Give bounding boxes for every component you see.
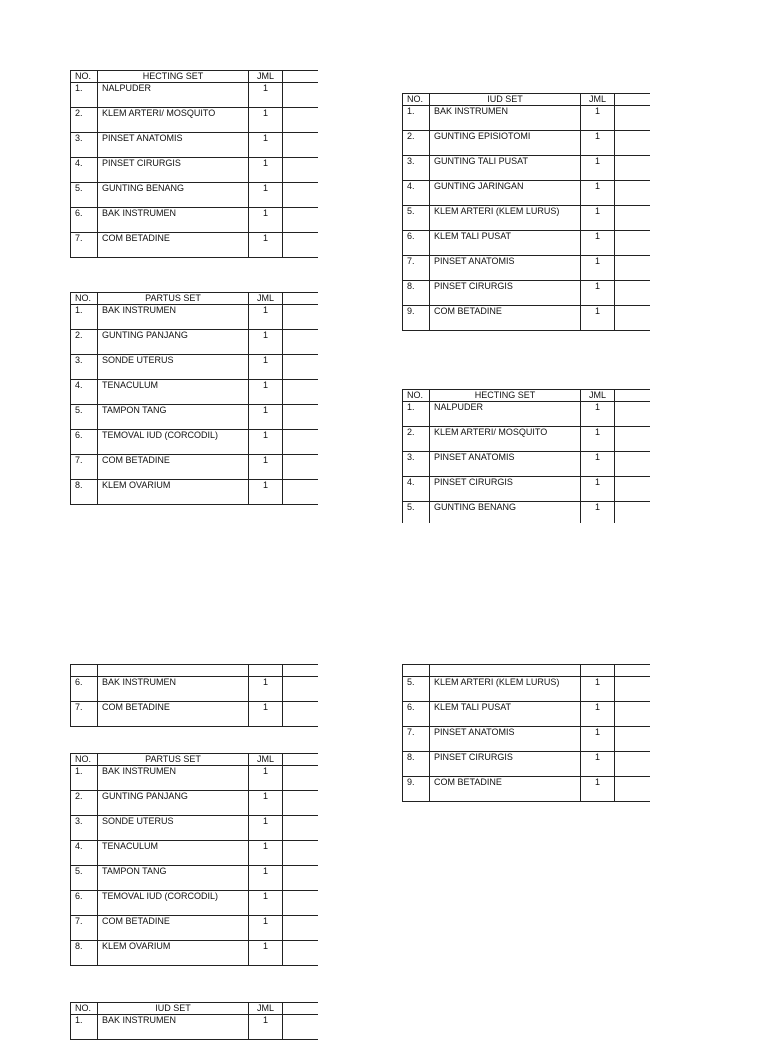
blank-cell: [283, 677, 319, 702]
row-number-cell: 2.: [71, 330, 98, 355]
row-number-cell: 5.: [403, 206, 430, 231]
instrument-name-cell: GUNTING PANJANG: [98, 330, 249, 355]
row-number-cell: 3.: [403, 156, 430, 181]
instrument-name-cell: KLEM TALI PUSAT: [430, 231, 581, 256]
table-row: [71, 330, 319, 355]
instrument-name-cell: NALPUDER: [98, 83, 249, 108]
blank-cell: [615, 777, 651, 802]
row-number-cell: 2.: [71, 791, 98, 816]
table-row: [71, 158, 319, 183]
blank-cell: [283, 405, 319, 430]
header-blank-cell: [283, 665, 319, 677]
instrument-name-cell: KLEM TALI PUSAT: [430, 702, 581, 727]
row-number-cell: 1.: [71, 83, 98, 108]
quantity-cell: 1: [581, 452, 615, 477]
blank-cell: [283, 455, 319, 480]
row-number-cell: 1.: [71, 1015, 98, 1040]
row-number-cell: 1.: [403, 106, 430, 131]
table-row: [71, 791, 319, 816]
table-row: [403, 777, 651, 802]
row-number-cell: 3.: [71, 133, 98, 158]
blank-cell: [615, 131, 651, 156]
row-number-cell: 2.: [403, 131, 430, 156]
table-row: [403, 702, 651, 727]
instrument-name-cell: PINSET ANATOMIS: [98, 133, 249, 158]
instrument-name-cell: BAK INSTRUMEN: [430, 106, 581, 131]
quantity-cell: 1: [249, 677, 283, 702]
instrument-name-cell: GUNTING TALI PUSAT: [430, 156, 581, 181]
header-blank-cell: [283, 71, 319, 83]
table-row: [403, 131, 651, 156]
table-row: [71, 941, 319, 966]
table-row: [71, 208, 319, 233]
instrument-name-cell: TEMOVAL IUD (CORCODIL): [98, 430, 249, 455]
table-row: [71, 83, 319, 108]
header-no-cell: NO.: [71, 71, 98, 83]
table-row: [71, 866, 319, 891]
row-number-cell: 3.: [403, 452, 430, 477]
table-row: [71, 355, 319, 380]
blank-cell: [615, 477, 651, 502]
set-table: [402, 93, 650, 331]
header-jml-cell: JML: [249, 293, 283, 305]
blank-cell: [283, 791, 319, 816]
table-row: [403, 206, 651, 231]
row-number-cell: 6.: [71, 430, 98, 455]
table-row: [403, 427, 651, 452]
header-jml-cell: JML: [581, 390, 615, 402]
instrument-name-cell: SONDE UTERUS: [98, 355, 249, 380]
table-header-row: [403, 94, 651, 106]
row-number-cell: 2.: [403, 427, 430, 452]
quantity-cell: 1: [249, 791, 283, 816]
iud-set-table-1: [402, 93, 650, 331]
hecting-set-table-2: [402, 389, 650, 523]
partus-set-table-1: [70, 292, 318, 505]
blank-cell: [283, 133, 319, 158]
quantity-cell: 1: [581, 231, 615, 256]
instrument-name-cell: SONDE UTERUS: [98, 816, 249, 841]
quantity-cell: 1: [249, 355, 283, 380]
blank-cell: [615, 181, 651, 206]
header-jml-cell: [581, 665, 615, 677]
blank-cell: [283, 330, 319, 355]
row-number-cell: 5.: [403, 677, 430, 702]
row-number-cell: 6.: [71, 208, 98, 233]
quantity-cell: 1: [581, 306, 615, 331]
header-no-cell: NO.: [71, 754, 98, 766]
row-number-cell: 5.: [71, 183, 98, 208]
instrument-name-cell: GUNTING EPISIOTOMI: [430, 131, 581, 156]
blank-cell: [283, 208, 319, 233]
row-number-cell: 5.: [71, 866, 98, 891]
table-row: [403, 156, 651, 181]
row-number-cell: 6.: [403, 702, 430, 727]
table-row: [403, 256, 651, 281]
table-header-row: [403, 665, 651, 677]
instrument-name-cell: PINSET CIRURGIS: [430, 281, 581, 306]
quantity-cell: 1: [249, 83, 283, 108]
table-row: [71, 841, 319, 866]
blank-cell: [283, 766, 319, 791]
header-no-cell: [71, 665, 98, 677]
instrument-name-cell: PINSET CIRURGIS: [98, 158, 249, 183]
table-header-row: [71, 71, 319, 83]
blank-cell: [283, 158, 319, 183]
blank-cell: [283, 480, 319, 505]
header-jml-cell: JML: [249, 1003, 283, 1015]
quantity-cell: 1: [581, 777, 615, 802]
instrument-name-cell: COM BETADINE: [430, 777, 581, 802]
quantity-cell: 1: [249, 133, 283, 158]
header-no-cell: NO.: [71, 1003, 98, 1015]
instrument-name-cell: TENACULUM: [98, 380, 249, 405]
quantity-cell: 1: [249, 866, 283, 891]
table-row: [403, 281, 651, 306]
quantity-cell: 1: [249, 183, 283, 208]
quantity-cell: 1: [249, 841, 283, 866]
quantity-cell: 1: [581, 477, 615, 502]
table-row: [71, 455, 319, 480]
quantity-cell: 1: [249, 816, 283, 841]
table-row: [71, 480, 319, 505]
set-table: [70, 1002, 318, 1040]
quantity-cell: 1: [249, 108, 283, 133]
header-set-name-cell: [98, 665, 249, 677]
table-row: [403, 502, 651, 524]
header-set-name-cell: HECTING SET: [430, 390, 581, 402]
instrument-name-cell: BAK INSTRUMEN: [98, 305, 249, 330]
header-set-name-cell: PARTUS SET: [98, 754, 249, 766]
quantity-cell: 1: [249, 941, 283, 966]
table-row: [403, 181, 651, 206]
blank-cell: [615, 156, 651, 181]
row-number-cell: 5.: [71, 405, 98, 430]
table-row: [71, 430, 319, 455]
header-jml-cell: JML: [581, 94, 615, 106]
quantity-cell: 1: [581, 752, 615, 777]
quantity-cell: 1: [581, 427, 615, 452]
row-number-cell: 4.: [71, 380, 98, 405]
blank-cell: [615, 306, 651, 331]
instrument-name-cell: TEMOVAL IUD (CORCODIL): [98, 891, 249, 916]
table-row: [71, 233, 319, 258]
instrument-name-cell: COM BETADINE: [98, 233, 249, 258]
row-number-cell: 9.: [403, 306, 430, 331]
row-number-cell: 8.: [403, 752, 430, 777]
table-row: [71, 702, 319, 727]
table-row: [71, 183, 319, 208]
table-row: [71, 405, 319, 430]
table-row: [71, 380, 319, 405]
blank-cell: [283, 430, 319, 455]
row-number-cell: 6.: [71, 891, 98, 916]
row-number-cell: 7.: [71, 233, 98, 258]
header-blank-cell: [283, 754, 319, 766]
instrument-name-cell: PINSET ANATOMIS: [430, 452, 581, 477]
header-blank-cell: [283, 293, 319, 305]
header-no-cell: [403, 665, 430, 677]
set-table: [70, 753, 318, 966]
table-header-row: [403, 390, 651, 402]
table-row: [403, 452, 651, 477]
blank-cell: [615, 452, 651, 477]
instrument-name-cell: KLEM OVARIUM: [98, 480, 249, 505]
table-header-row: [71, 293, 319, 305]
quantity-cell: 1: [581, 206, 615, 231]
header-blank-cell: [615, 665, 651, 677]
row-number-cell: 7.: [71, 702, 98, 727]
table-row: [71, 816, 319, 841]
blank-cell: [283, 355, 319, 380]
instrument-name-cell: KLEM ARTERI/ MOSQUITO: [98, 108, 249, 133]
quantity-cell: 1: [581, 156, 615, 181]
row-number-cell: 9.: [403, 777, 430, 802]
quantity-cell: 1: [249, 305, 283, 330]
header-blank-cell: [615, 390, 651, 402]
table-row: [71, 916, 319, 941]
header-no-cell: NO.: [71, 293, 98, 305]
row-number-cell: 4.: [403, 181, 430, 206]
row-number-cell: 4.: [71, 158, 98, 183]
instrument-name-cell: GUNTING PANJANG: [98, 791, 249, 816]
set-table: [70, 292, 318, 505]
blank-cell: [283, 108, 319, 133]
quantity-cell: 1: [249, 916, 283, 941]
hecting-set-table-1: [70, 70, 318, 258]
instrument-name-cell: COM BETADINE: [430, 306, 581, 331]
blank-cell: [615, 727, 651, 752]
blank-cell: [283, 941, 319, 966]
quantity-cell: 1: [581, 281, 615, 306]
blank-cell: [283, 866, 319, 891]
quantity-cell: 1: [581, 677, 615, 702]
blank-cell: [283, 1015, 319, 1040]
quantity-cell: 1: [249, 455, 283, 480]
blank-cell: [615, 702, 651, 727]
table-header-row: [71, 754, 319, 766]
partus-set-table-2: [70, 753, 318, 966]
quantity-cell: 1: [249, 766, 283, 791]
blank-cell: [615, 677, 651, 702]
blank-cell: [615, 402, 651, 427]
quantity-cell: 1: [581, 402, 615, 427]
quantity-cell: 1: [581, 181, 615, 206]
table-row: [403, 231, 651, 256]
quantity-cell: 1: [249, 405, 283, 430]
instrument-name-cell: GUNTING BENANG: [430, 502, 581, 524]
header-no-cell: NO.: [403, 390, 430, 402]
row-number-cell: 6.: [71, 677, 98, 702]
blank-cell: [283, 891, 319, 916]
instrument-name-cell: GUNTING JARINGAN: [430, 181, 581, 206]
header-no-cell: NO.: [403, 94, 430, 106]
quantity-cell: 1: [581, 502, 615, 524]
blank-cell: [615, 256, 651, 281]
set-table: [402, 664, 650, 802]
quantity-cell: 1: [581, 727, 615, 752]
table-header-row: [71, 665, 319, 677]
blank-cell: [615, 231, 651, 256]
row-number-cell: 1.: [403, 402, 430, 427]
quantity-cell: 1: [249, 891, 283, 916]
instrument-name-cell: BAK INSTRUMEN: [98, 1015, 249, 1040]
quantity-cell: 1: [581, 256, 615, 281]
row-number-cell: 7.: [71, 455, 98, 480]
table-row: [403, 402, 651, 427]
blank-cell: [615, 427, 651, 452]
header-set-name-cell: PARTUS SET: [98, 293, 249, 305]
blank-cell: [283, 83, 319, 108]
quantity-cell: 1: [249, 233, 283, 258]
instrument-name-cell: KLEM ARTERI (KLEM LURUS): [430, 206, 581, 231]
instrument-name-cell: PINSET ANATOMIS: [430, 727, 581, 752]
table-row: [71, 133, 319, 158]
blank-cell: [615, 752, 651, 777]
table-row: [403, 106, 651, 131]
blank-cell: [283, 841, 319, 866]
quantity-cell: 1: [249, 380, 283, 405]
quantity-cell: 1: [581, 131, 615, 156]
row-number-cell: 4.: [403, 477, 430, 502]
blank-cell: [283, 916, 319, 941]
table-row: [71, 108, 319, 133]
header-jml-cell: [249, 665, 283, 677]
header-set-name-cell: [430, 665, 581, 677]
table-row: [71, 1015, 319, 1040]
row-number-cell: 7.: [403, 256, 430, 281]
set-table: [70, 664, 318, 727]
header-set-name-cell: IUD SET: [98, 1003, 249, 1015]
row-number-cell: 2.: [71, 108, 98, 133]
header-blank-cell: [283, 1003, 319, 1015]
row-number-cell: 5.: [403, 502, 430, 524]
header-set-name-cell: HECTING SET: [98, 71, 249, 83]
header-jml-cell: JML: [249, 71, 283, 83]
instrument-name-cell: KLEM ARTERI (KLEM LURUS): [430, 677, 581, 702]
instrument-name-cell: TAMPON TANG: [98, 405, 249, 430]
row-number-cell: 1.: [71, 305, 98, 330]
iud-set-table-2: [70, 1002, 318, 1040]
quantity-cell: 1: [581, 702, 615, 727]
hecting-set-table-continued: [70, 664, 318, 727]
instrument-name-cell: TAMPON TANG: [98, 866, 249, 891]
instrument-name-cell: KLEM ARTERI/ MOSQUITO: [430, 427, 581, 452]
row-number-cell: 6.: [403, 231, 430, 256]
iud-set-table-continued: [402, 664, 650, 802]
set-table: [70, 70, 318, 258]
table-row: [403, 306, 651, 331]
set-table: [402, 389, 650, 523]
header-blank-cell: [615, 94, 651, 106]
table-row: [71, 766, 319, 791]
table-row: [71, 305, 319, 330]
row-number-cell: 4.: [71, 841, 98, 866]
quantity-cell: 1: [249, 702, 283, 727]
blank-cell: [615, 106, 651, 131]
quantity-cell: 1: [249, 480, 283, 505]
quantity-cell: 1: [249, 330, 283, 355]
table-header-row: [71, 1003, 319, 1015]
instrument-name-cell: BAK INSTRUMEN: [98, 766, 249, 791]
row-number-cell: 7.: [71, 916, 98, 941]
row-number-cell: 8.: [71, 480, 98, 505]
blank-cell: [283, 816, 319, 841]
row-number-cell: 7.: [403, 727, 430, 752]
instrument-name-cell: GUNTING BENANG: [98, 183, 249, 208]
quantity-cell: 1: [581, 106, 615, 131]
instrument-name-cell: NALPUDER: [430, 402, 581, 427]
instrument-name-cell: BAK INSTRUMEN: [98, 677, 249, 702]
table-row: [403, 752, 651, 777]
blank-cell: [283, 183, 319, 208]
blank-cell: [615, 502, 651, 524]
table-row: [403, 727, 651, 752]
table-row: [71, 891, 319, 916]
instrument-name-cell: COM BETADINE: [98, 702, 249, 727]
quantity-cell: 1: [249, 158, 283, 183]
table-row: [403, 677, 651, 702]
instrument-name-cell: KLEM OVARIUM: [98, 941, 249, 966]
instrument-name-cell: BAK INSTRUMEN: [98, 208, 249, 233]
row-number-cell: 3.: [71, 816, 98, 841]
row-number-cell: 8.: [403, 281, 430, 306]
blank-cell: [615, 281, 651, 306]
blank-cell: [283, 702, 319, 727]
instrument-name-cell: PINSET CIRURGIS: [430, 752, 581, 777]
row-number-cell: 1.: [71, 766, 98, 791]
instrument-name-cell: COM BETADINE: [98, 455, 249, 480]
table-row: [71, 677, 319, 702]
row-number-cell: 3.: [71, 355, 98, 380]
table-row: [403, 477, 651, 502]
blank-cell: [283, 380, 319, 405]
instrument-name-cell: COM BETADINE: [98, 916, 249, 941]
header-set-name-cell: IUD SET: [430, 94, 581, 106]
instrument-name-cell: PINSET CIRURGIS: [430, 477, 581, 502]
instrument-name-cell: TENACULUM: [98, 841, 249, 866]
row-number-cell: 8.: [71, 941, 98, 966]
quantity-cell: 1: [249, 208, 283, 233]
blank-cell: [283, 233, 319, 258]
quantity-cell: 1: [249, 1015, 283, 1040]
blank-cell: [283, 305, 319, 330]
quantity-cell: 1: [249, 430, 283, 455]
header-jml-cell: JML: [249, 754, 283, 766]
instrument-name-cell: PINSET ANATOMIS: [430, 256, 581, 281]
blank-cell: [615, 206, 651, 231]
